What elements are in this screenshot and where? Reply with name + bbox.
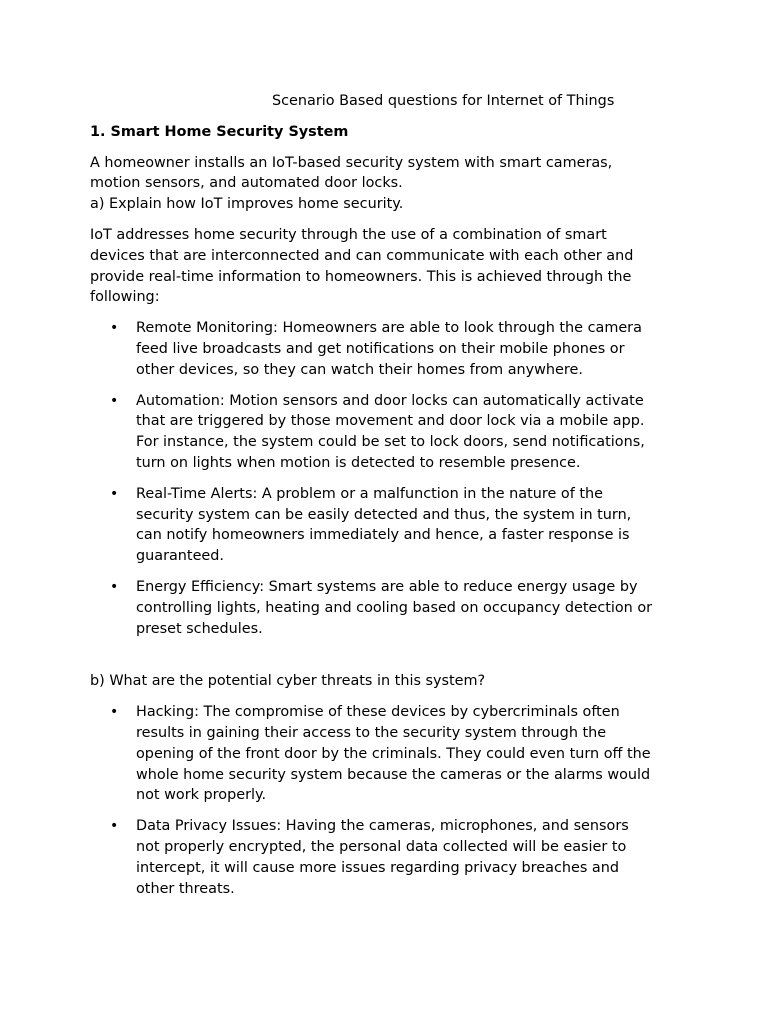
text-line: Data Privacy Issues: Having the cameras, microphones, and sensors bbox=[136, 818, 629, 835]
text-line: guaranteed. bbox=[136, 548, 224, 565]
text-line: other devices, so they can watch their homes from anywhere. bbox=[136, 361, 583, 378]
bullet-icon: • bbox=[110, 485, 119, 502]
text-line: intercept, it will cause more issues regarding privacy breaches and bbox=[136, 859, 619, 876]
text-line: turn on lights when motion is detected to resemble presence. bbox=[136, 454, 581, 471]
text-line: whole home security system because the cameras or the alarms would bbox=[136, 766, 651, 783]
text-line: other threats. bbox=[136, 880, 235, 897]
list-item-automation bbox=[90, 391, 690, 474]
answer-intro-paragraph bbox=[90, 225, 690, 308]
question-b: b) What are the potential cyber threats in this system? bbox=[90, 673, 486, 690]
text-line: following: bbox=[90, 289, 160, 306]
text-line: IoT addresses home security through the use of a combination of smart bbox=[90, 226, 607, 243]
threats-list bbox=[90, 702, 690, 899]
text-line: results in gaining their access to the security system through the bbox=[136, 724, 607, 741]
section-heading: 1. Smart Home Security System bbox=[90, 123, 349, 140]
spacer bbox=[90, 649, 690, 671]
text-line: can notify homeowners immediately and hence, a faster response is bbox=[136, 527, 630, 544]
text-line: motion sensors, and automated door locks. bbox=[90, 175, 403, 192]
list-item-hacking bbox=[90, 702, 690, 806]
bullet-icon: • bbox=[110, 392, 119, 409]
text-line: Energy Efficiency: Smart systems are able to reduce energy usage by bbox=[136, 578, 638, 595]
text-line: that are triggered by those movement and door lock via a mobile app. bbox=[136, 413, 645, 430]
text-line: A homeowner installs an IoT-based security system with smart cameras, bbox=[90, 154, 613, 171]
text-line: feed live broadcasts and get notifications on their mobile phones or bbox=[136, 340, 625, 357]
bullet-icon: • bbox=[110, 818, 119, 835]
list-item-energy-efficiency bbox=[90, 577, 690, 639]
text-line: For instance, the system could be set to lock doors, send notifications, bbox=[136, 434, 645, 451]
text-line: Hacking: The compromise of these devices by cybercriminals often bbox=[136, 704, 620, 721]
benefits-list bbox=[90, 318, 690, 639]
list-item-data-privacy bbox=[90, 816, 690, 899]
scenario-paragraph bbox=[90, 153, 690, 215]
document-body bbox=[90, 91, 690, 909]
text-line: not properly encrypted, the personal data collected will be easier to bbox=[136, 838, 627, 855]
text-line: controlling lights, heating and cooling based on occupancy detection or bbox=[136, 599, 653, 616]
text-line: preset schedules. bbox=[136, 620, 263, 637]
text-line: Automation: Motion sensors and door locks can automatically activate bbox=[136, 392, 644, 409]
text-line: provide real-time information to homeowners. This is achieved through the bbox=[90, 268, 632, 285]
text-line: security system can be easily detected and thus, the system in turn, bbox=[136, 506, 632, 523]
text-line: Real-Time Alerts: A problem or a malfunction in the nature of the bbox=[136, 485, 603, 502]
text-line: opening of the front door by the criminals. They could even turn off the bbox=[136, 745, 651, 762]
text-line: not work properly. bbox=[136, 787, 267, 804]
bullet-icon: • bbox=[110, 320, 119, 337]
list-item-remote-monitoring bbox=[90, 318, 690, 380]
document-title: Scenario Based questions for Internet of Things bbox=[272, 93, 615, 109]
bullet-icon: • bbox=[110, 578, 119, 595]
question-a: a) Explain how IoT improves home security. bbox=[90, 196, 404, 213]
text-line: Remote Monitoring: Homeowners are able to look through the camera bbox=[136, 320, 642, 337]
bullet-icon: • bbox=[110, 704, 119, 721]
text-line: devices that are interconnected and can communicate with each other and bbox=[90, 247, 634, 264]
list-item-real-time-alerts bbox=[90, 484, 690, 567]
